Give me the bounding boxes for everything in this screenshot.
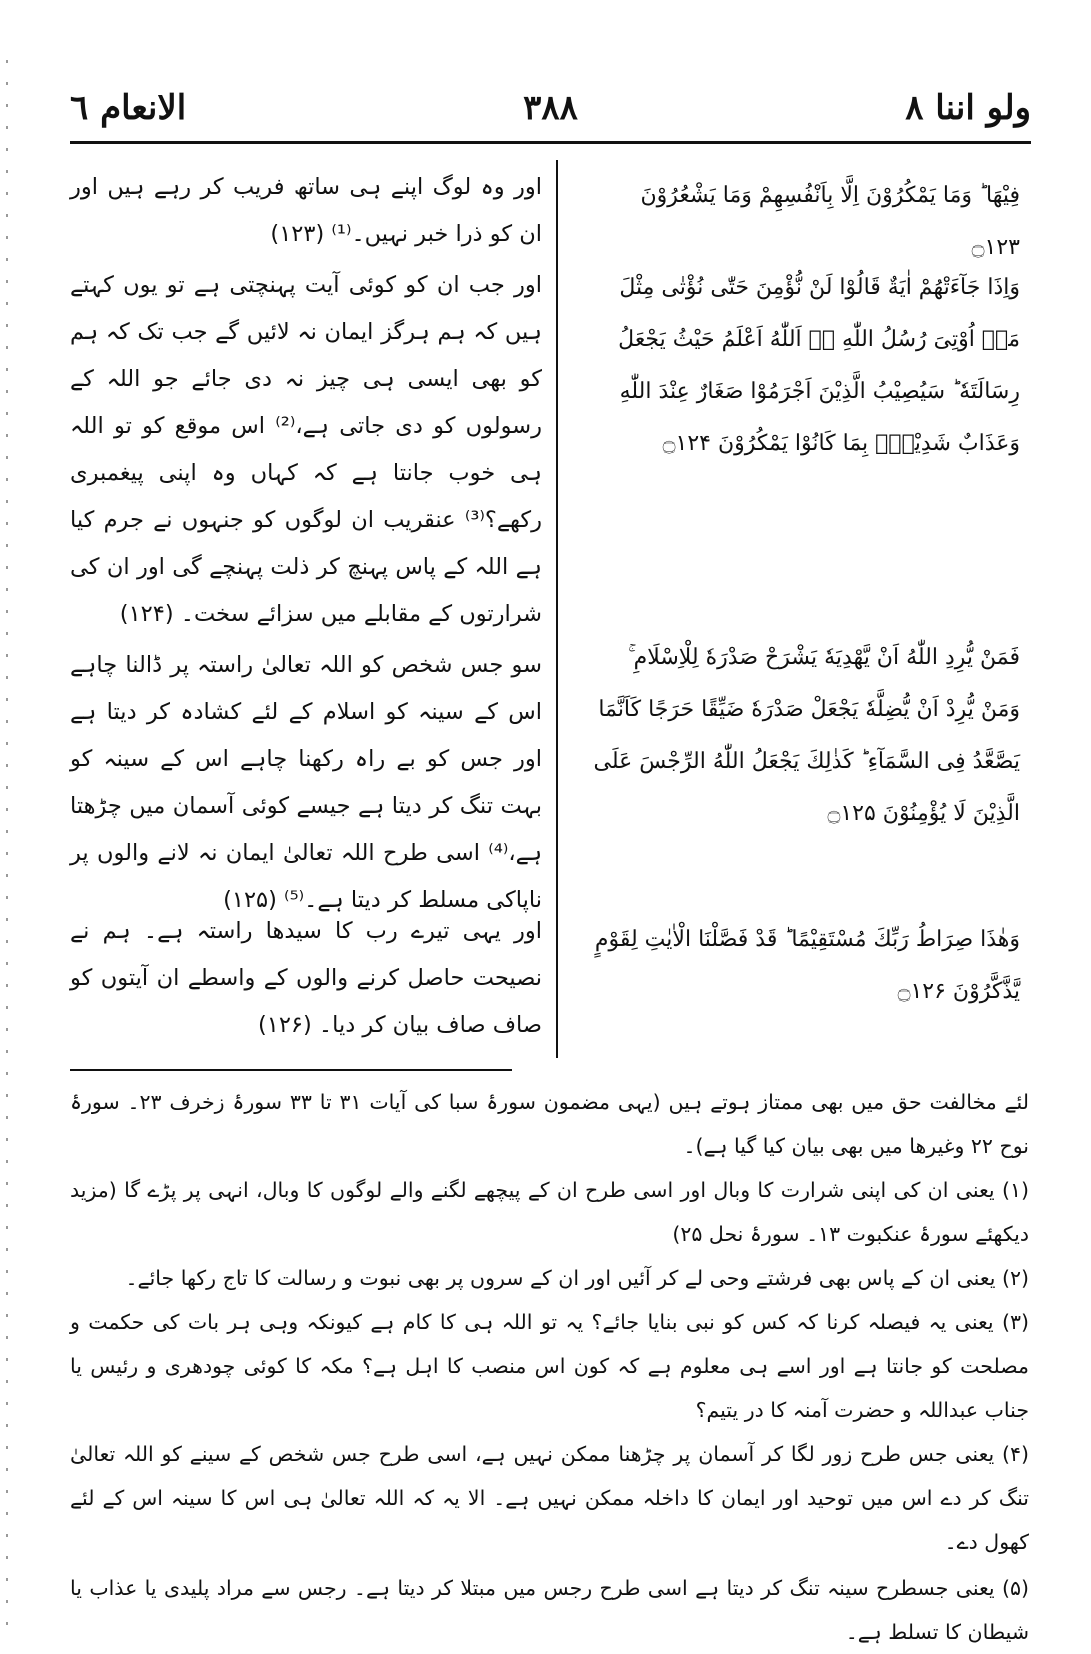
footnote-4: (۴) یعنی جس طرح زور لگا کر آسمان پر چڑھنا ممکن نہیں ہے، اسی طرح جس شخص کے سینے کو اللہ تعالیٰ تنگ کر دے اس میں توحید اور ایمان کا داخلہ ممکن نہیں ہے۔ الا یہ کہ اللہ تعالیٰ ہی اس کا سینہ اس کے لئے کھول دے۔: [70, 1442, 1029, 1554]
header-rule: [70, 141, 1031, 144]
urdu-translation-123: اور وہ لوگ اپنے ہی ساتھ فریب کر رہے ہیں اور ان کو ذرا خبر نہیں۔⁽¹⁾ (۱۲۳): [70, 174, 542, 247]
footnote-3: (۳) یعنی یہ فیصلہ کرنا کہ کس کو نبی بنایا جائے؟ یہ تو اللہ ہی کا کام ہے کیونکہ وہی ہر بات کی حکمت و مصلحت کو جانتا ہے اور اسے ہی معلوم ہے کہ کون اس منصب کا اہل ہے؟ مکہ کا کوئی چودھری و رئیس یا جناب عبداللہ و حضرت آمنہ کا در یتیم؟: [70, 1310, 1029, 1422]
arabic-verse-125: فَمَنْ یُّرِدِ اللّٰهُ اَنْ یَّهْدِیَهٗ یَشْرَحْ صَدْرَهٗ لِلْاِسْلَامِ ۚ وَمَنْ یُّرِدْ اَنْ یُّضِلَّهٗ یَجْعَلْ صَدْرَهٗ ضَیِّقًا حَرَجًا كَاَنَّمَا یَصَّعَّدُ فِی السَّمَآءِ ؕ كَذٰلِكَ یَجْعَلُ اللّٰهُ الرِّجْسَ عَلَی الَّذِیْنَ لَا یُؤْمِنُوْنَ ۝۱۲۵: [593, 645, 1020, 826]
arabic-verse-124: وَاِذَا جَآءَتْهُمْ اٰیَةٌ قَالُوْا لَنْ نُّؤْمِنَ حَتّٰی نُؤْتٰی مِثْلَ مَاۤ اُوْتِیَ رُسُلُ اللّٰهِ ؔؕ اَللّٰهُ اَعْلَمُ حَیْثُ یَجْعَلُ رِسَالَتَهٗ ؕ سَیُصِیْبُ الَّذِیْنَ اَجْرَمُوْا صَغَارٌ عِنْدَ اللّٰهِ وَعَذَابٌ شَدِیْدٌۢ بِمَا كَانُوْا یَمْكُرُوْنَ ۝۱۲۴: [618, 275, 1020, 456]
urdu-translation-126: اور یہی تیرے رب کا سیدھا راستہ ہے۔ ہم نے نصیحت حاصل کرنے والوں کے واسطے ان آیتوں کو صاف صاف بیان کر دیا۔ (۱۲۶): [70, 918, 542, 1038]
juz-name-header: ولو اننا ٨: [905, 88, 1031, 128]
arabic-verse-126: وَهٰذَا صِرَاطُ رَبِّكَ مُسْتَقِیْمًا ؕ قَدْ فَصَّلْنَا الْاٰیٰتِ لِقَوْمٍ یَّذَّكَّرُوْنَ ۝۱۲۶: [594, 927, 1020, 1004]
footnote-5: (۵) یعنی جسطرح سینہ تنگ کر دیتا ہے اسی طرح رجس میں مبتلا کر دیتا ہے۔ رجس سے مراد پلیدی یا عذاب یا شیطان کا تسلط ہے۔: [70, 1576, 1029, 1644]
footnote-2: (۲) یعنی ان کے پاس بھی فرشتے وحی لے کر آئیں اور ان کے سروں پر بھی نبوت و رسالت کا تاج رکھا جائے۔: [125, 1266, 1029, 1290]
page-edge-marks: [6, 60, 8, 1640]
footnote-rule: [70, 1069, 512, 1071]
urdu-translation-124: اور جب ان کو کوئی آیت پہنچتی ہے تو یوں کہتے ہیں کہ ہم ہرگز ایمان نہ لائیں گے جب تک کہ ہم کو بھی ایسی ہی چیز نہ دی جائے جو اللہ کے رسولوں کو دی جاتی ہے،⁽²⁾ اس موقع کو تو اللہ ہی خوب جانتا ہے کہ کہاں وہ اپنی پیغمبری رکھے؟⁽³⁾ عنقریب ان لوگوں کو جنہوں نے جرم کیا ہے اللہ کے پاس پہنچ کر ذلت پہنچے گی اور ان کی شرارتوں کے مقابلے میں سزائے سخت۔ (۱۲۴): [70, 272, 542, 627]
footnote-1: (۱) یعنی ان کی اپنی شرارت کا وبال اور اسی طرح ان کے پیچھے لگنے والے لوگوں کا وبال، انہی پر پڑے گا (مزید دیکھئے سورۂ عنکبوت ۱۳۔ سورۂ نحل ۲۵): [70, 1178, 1029, 1246]
column-divider: [556, 160, 558, 1058]
urdu-translation-125: سو جس شخص کو اللہ تعالیٰ راستہ پر ڈالنا چاہے اس کے سینہ کو اسلام کے لئے کشادہ کر دیتا ہے اور جس کو بے راہ رکھنا چاہے اس کے سینہ کو بہت تنگ کر دیتا ہے جیسے کوئی آسمان میں چڑھتا ہے،⁽⁴⁾ اسی طرح اللہ تعالیٰ ایمان نہ لانے والوں پر ناپاکی مسلط کر دیتا ہے۔⁽⁵⁾ (۱۲۵): [70, 652, 542, 913]
footnote-continued: لئے مخالفت حق میں بھی ممتاز ہوتے ہیں (یہی مضمون سورۂ سبا کی آیات ۳۱ تا ۳۳ سورۂ زخرف ۲۳۔ سورۂ نوح ۲۲ وغیرھا میں بھی بیان کیا گیا ہے)۔: [70, 1090, 1029, 1158]
page-header: [70, 82, 1031, 134]
arabic-verse-123: فِیْهَا ؕ وَمَا یَمْكُرُوْنَ اِلَّا بِاَنْفُسِهِمْ وَمَا یَشْعُرُوْنَ ۝۱۲۳: [640, 183, 1020, 260]
surah-name-header: الانعام ٦: [70, 88, 187, 128]
page-number: ۳۸۸: [523, 88, 578, 128]
